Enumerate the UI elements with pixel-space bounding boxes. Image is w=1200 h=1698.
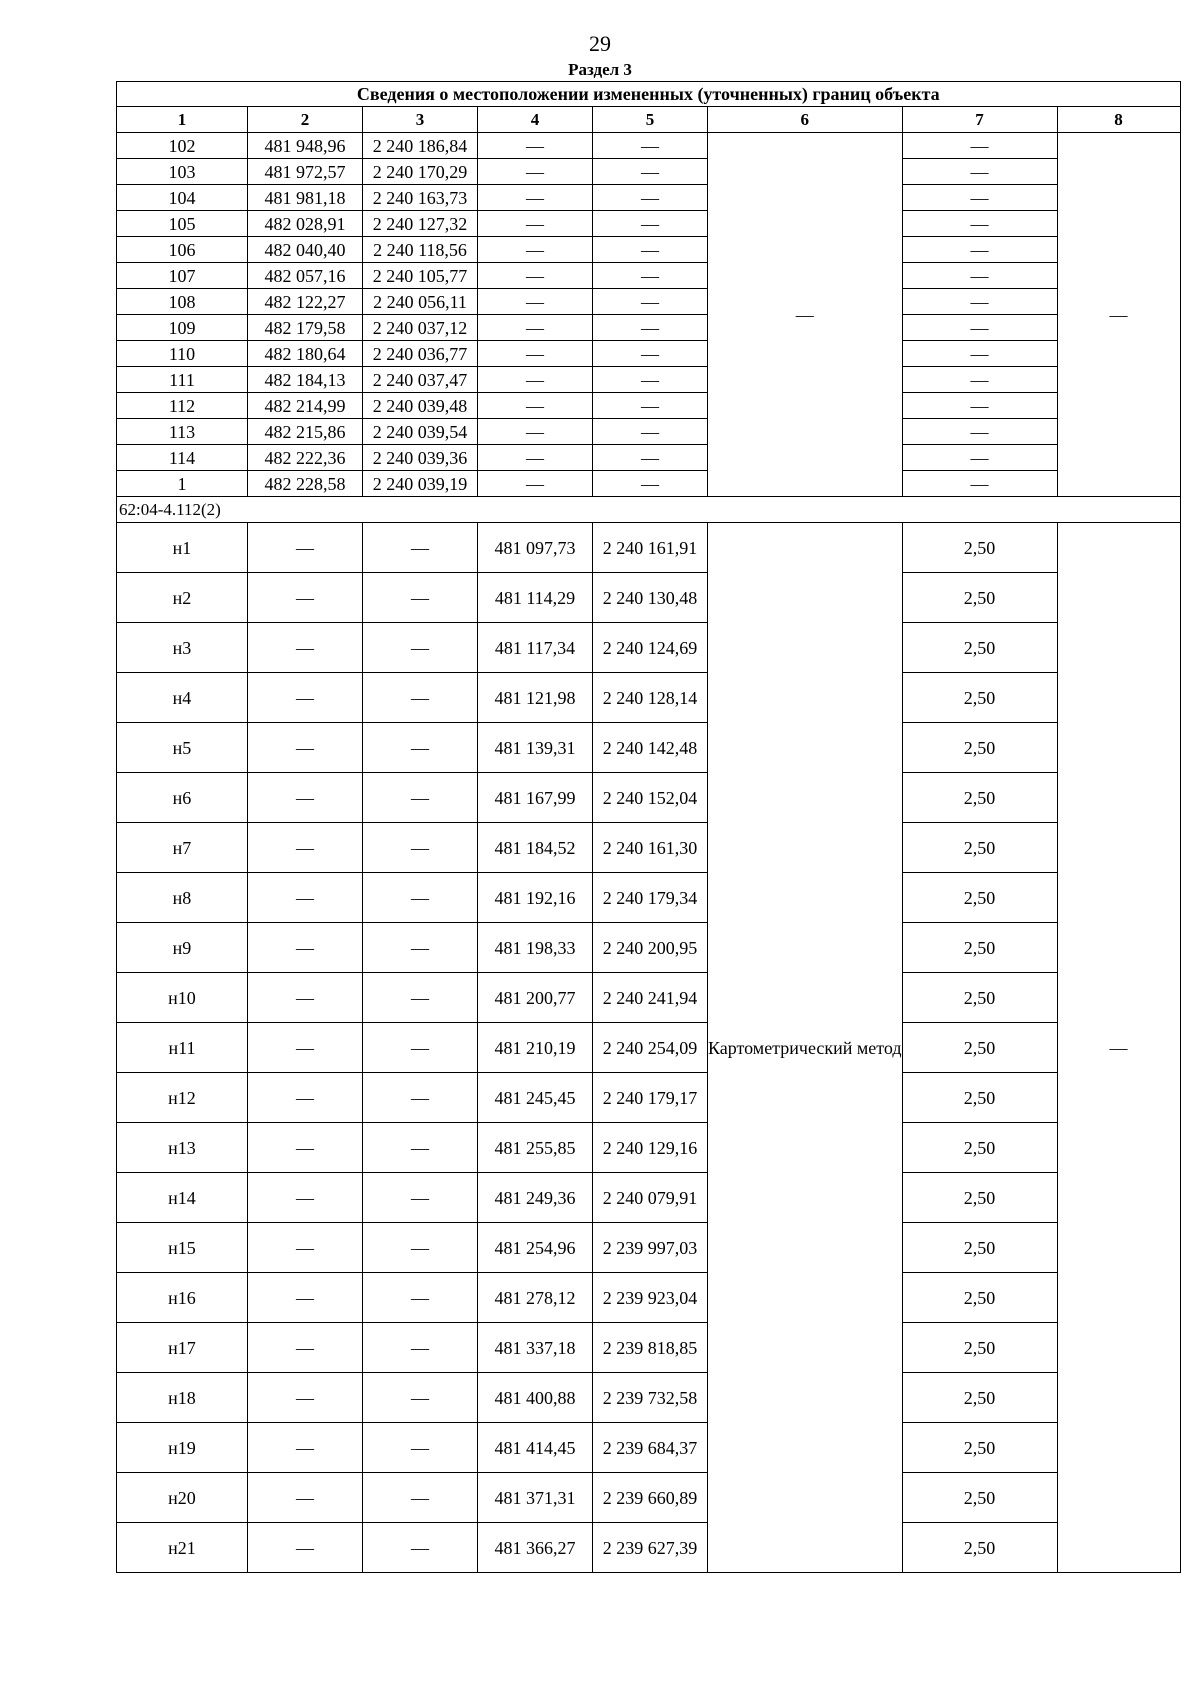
accuracy-cell: 2,50 [902, 773, 1057, 823]
column-number-row [117, 107, 1181, 133]
table-row [117, 471, 1181, 497]
accuracy-cell: 2,50 [902, 1223, 1057, 1273]
accuracy-cell: 2,50 [902, 973, 1057, 1023]
table-row [117, 1473, 1181, 1523]
accuracy-cell: 2,50 [902, 1073, 1057, 1123]
point-number-cell: н21 [117, 1523, 248, 1573]
y-coordinate-cell: — [363, 1523, 478, 1573]
y-coordinate-cell: — [363, 1373, 478, 1423]
y-coordinate-cell: — [363, 973, 478, 1023]
point-number-cell: н16 [117, 1273, 248, 1323]
y-coordinate-cell: — [363, 573, 478, 623]
subheading-row [117, 497, 1181, 523]
section-title: Раздел 3 [568, 60, 632, 79]
table-row [117, 623, 1181, 673]
table-row [117, 237, 1181, 263]
point-number-cell: н6 [117, 773, 248, 823]
y-coordinate-cell: 2 240 170,29 [363, 159, 478, 185]
accuracy-cell: 2,50 [902, 1273, 1057, 1323]
column-number: 8 [1057, 107, 1180, 133]
y-coordinate-cell: — [363, 1073, 478, 1123]
new-x-coordinate-cell: — [478, 393, 593, 419]
x-coordinate-cell: — [248, 823, 363, 873]
new-y-coordinate-cell: 2 240 161,91 [593, 523, 708, 573]
accuracy-cell: 2,50 [902, 1023, 1057, 1073]
point-number-cell: н17 [117, 1323, 248, 1373]
new-x-coordinate-cell: 481 114,29 [478, 573, 593, 623]
accuracy-cell: — [902, 289, 1057, 315]
point-number-cell: 102 [117, 133, 248, 159]
table-row [117, 773, 1181, 823]
x-coordinate-cell: — [248, 1523, 363, 1573]
y-coordinate-cell: 2 240 039,19 [363, 471, 478, 497]
table-row [117, 341, 1181, 367]
y-coordinate-cell: — [363, 623, 478, 673]
new-y-coordinate-cell: 2 240 142,48 [593, 723, 708, 773]
accuracy-cell: 2,50 [902, 923, 1057, 973]
y-coordinate-cell: — [363, 1273, 478, 1323]
accuracy-cell: 2,50 [902, 1173, 1057, 1223]
new-y-coordinate-cell: 2 240 179,17 [593, 1073, 708, 1123]
accuracy-cell: — [902, 315, 1057, 341]
new-y-coordinate-cell: 2 240 161,30 [593, 823, 708, 873]
x-coordinate-cell: 482 028,91 [248, 211, 363, 237]
new-y-coordinate-cell: — [593, 393, 708, 419]
table-caption: Сведения о местоположении измененных (уточненных) границ объекта [117, 82, 1181, 107]
new-y-coordinate-cell: — [593, 341, 708, 367]
accuracy-cell: 2,50 [902, 1423, 1057, 1473]
new-y-coordinate-cell: — [593, 315, 708, 341]
table-row [117, 263, 1181, 289]
notes-cell: — [1057, 523, 1180, 1573]
new-y-coordinate-cell: 2 240 124,69 [593, 623, 708, 673]
accuracy-cell: 2,50 [902, 573, 1057, 623]
new-y-coordinate-cell: 2 240 200,95 [593, 923, 708, 973]
x-coordinate-cell: 481 972,57 [248, 159, 363, 185]
new-x-coordinate-cell: 481 254,96 [478, 1223, 593, 1273]
new-x-coordinate-cell: 481 139,31 [478, 723, 593, 773]
new-y-coordinate-cell: 2 239 627,39 [593, 1523, 708, 1573]
y-coordinate-cell: 2 240 037,12 [363, 315, 478, 341]
point-number-cell: 114 [117, 445, 248, 471]
accuracy-cell: 2,50 [902, 1323, 1057, 1373]
point-number-cell: н2 [117, 573, 248, 623]
x-coordinate-cell: — [248, 523, 363, 573]
y-coordinate-cell: 2 240 037,47 [363, 367, 478, 393]
x-coordinate-cell: — [248, 1473, 363, 1523]
point-number-cell: н10 [117, 973, 248, 1023]
new-x-coordinate-cell: — [478, 289, 593, 315]
new-y-coordinate-cell: — [593, 263, 708, 289]
table-row [117, 873, 1181, 923]
new-y-coordinate-cell: — [593, 159, 708, 185]
point-number-cell: 110 [117, 341, 248, 367]
y-coordinate-cell: 2 240 105,77 [363, 263, 478, 289]
table-row [117, 973, 1181, 1023]
x-coordinate-cell: 482 057,16 [248, 263, 363, 289]
new-y-coordinate-cell: 2 240 152,04 [593, 773, 708, 823]
new-y-coordinate-cell: — [593, 445, 708, 471]
point-number-cell: н4 [117, 673, 248, 723]
column-number: 4 [478, 107, 593, 133]
table-row [117, 367, 1181, 393]
column-number: 3 [363, 107, 478, 133]
accuracy-cell: — [902, 133, 1057, 159]
new-x-coordinate-cell: — [478, 367, 593, 393]
x-coordinate-cell: — [248, 673, 363, 723]
y-coordinate-cell: 2 240 039,36 [363, 445, 478, 471]
table-row [117, 419, 1181, 445]
table-row [117, 1423, 1181, 1473]
table-row [117, 1273, 1181, 1323]
x-coordinate-cell: — [248, 723, 363, 773]
x-coordinate-cell: — [248, 1223, 363, 1273]
new-x-coordinate-cell: 481 249,36 [478, 1173, 593, 1223]
point-number-cell: 113 [117, 419, 248, 445]
new-x-coordinate-cell: 481 117,34 [478, 623, 593, 673]
column-number: 6 [708, 107, 903, 133]
y-coordinate-cell: — [363, 1123, 478, 1173]
y-coordinate-cell: — [363, 1173, 478, 1223]
point-number-cell: 104 [117, 185, 248, 211]
y-coordinate-cell: — [363, 873, 478, 923]
table-row [117, 133, 1181, 159]
accuracy-cell: — [902, 445, 1057, 471]
x-coordinate-cell: 481 981,18 [248, 185, 363, 211]
new-y-coordinate-cell: 2 240 179,34 [593, 873, 708, 923]
column-number: 5 [593, 107, 708, 133]
point-number-cell: н13 [117, 1123, 248, 1173]
new-x-coordinate-cell: 481 121,98 [478, 673, 593, 723]
y-coordinate-cell: 2 240 039,48 [363, 393, 478, 419]
new-x-coordinate-cell: — [478, 471, 593, 497]
notes-cell: — [1057, 133, 1180, 497]
new-x-coordinate-cell: 481 167,99 [478, 773, 593, 823]
table-row [117, 823, 1181, 873]
accuracy-cell: 2,50 [902, 673, 1057, 723]
column-number: 7 [902, 107, 1057, 133]
column-number: 1 [117, 107, 248, 133]
new-x-coordinate-cell: 481 097,73 [478, 523, 593, 573]
table-row [117, 1523, 1181, 1573]
new-x-coordinate-cell: — [478, 419, 593, 445]
x-coordinate-cell: — [248, 923, 363, 973]
table-row [117, 211, 1181, 237]
y-coordinate-cell: — [363, 823, 478, 873]
point-number-cell: н19 [117, 1423, 248, 1473]
page-number: 29 [589, 31, 611, 56]
y-coordinate-cell: 2 240 163,73 [363, 185, 478, 211]
point-number-cell: н12 [117, 1073, 248, 1123]
table-row [117, 185, 1181, 211]
accuracy-cell: — [902, 471, 1057, 497]
x-coordinate-cell: 482 122,27 [248, 289, 363, 315]
accuracy-cell: 2,50 [902, 1373, 1057, 1423]
table-row [117, 923, 1181, 973]
new-x-coordinate-cell: 481 210,19 [478, 1023, 593, 1073]
x-coordinate-cell: 482 222,36 [248, 445, 363, 471]
table-row [117, 523, 1181, 573]
new-x-coordinate-cell: — [478, 237, 593, 263]
new-x-coordinate-cell: 481 366,27 [478, 1523, 593, 1573]
table-row [117, 1123, 1181, 1173]
new-y-coordinate-cell: 2 239 997,03 [593, 1223, 708, 1273]
table-row [117, 673, 1181, 723]
accuracy-cell: — [902, 263, 1057, 289]
x-coordinate-cell: 482 184,13 [248, 367, 363, 393]
accuracy-cell: — [902, 367, 1057, 393]
y-coordinate-cell: — [363, 1223, 478, 1273]
new-y-coordinate-cell: — [593, 237, 708, 263]
table-row [117, 315, 1181, 341]
y-coordinate-cell: — [363, 673, 478, 723]
new-y-coordinate-cell: 2 240 128,14 [593, 673, 708, 723]
x-coordinate-cell: 482 179,58 [248, 315, 363, 341]
point-number-cell: н14 [117, 1173, 248, 1223]
table-row [117, 1023, 1181, 1073]
accuracy-cell: 2,50 [902, 1523, 1057, 1573]
x-coordinate-cell: 482 215,86 [248, 419, 363, 445]
y-coordinate-cell: — [363, 1023, 478, 1073]
point-number-cell: 1 [117, 471, 248, 497]
parcel-subheading: 62:04-4.112(2) [117, 497, 1181, 523]
accuracy-cell: 2,50 [902, 1123, 1057, 1173]
point-number-cell: н9 [117, 923, 248, 973]
y-coordinate-cell: 2 240 039,54 [363, 419, 478, 445]
boundary-table [116, 81, 1181, 1573]
point-number-cell: 105 [117, 211, 248, 237]
x-coordinate-cell: 482 214,99 [248, 393, 363, 419]
accuracy-cell: — [902, 393, 1057, 419]
new-x-coordinate-cell: 481 255,85 [478, 1123, 593, 1173]
point-number-cell: 103 [117, 159, 248, 185]
x-coordinate-cell: — [248, 1123, 363, 1173]
new-x-coordinate-cell: 481 337,18 [478, 1323, 593, 1373]
accuracy-cell: — [902, 211, 1057, 237]
y-coordinate-cell: 2 240 056,11 [363, 289, 478, 315]
y-coordinate-cell: — [363, 523, 478, 573]
new-y-coordinate-cell: 2 239 660,89 [593, 1473, 708, 1523]
new-y-coordinate-cell: — [593, 419, 708, 445]
point-number-cell: 108 [117, 289, 248, 315]
accuracy-cell: — [902, 341, 1057, 367]
x-coordinate-cell: 482 228,58 [248, 471, 363, 497]
y-coordinate-cell: — [363, 773, 478, 823]
table-body [117, 82, 1181, 1573]
x-coordinate-cell: — [248, 1323, 363, 1373]
table-row [117, 1173, 1181, 1223]
accuracy-cell: — [902, 159, 1057, 185]
new-x-coordinate-cell: 481 400,88 [478, 1373, 593, 1423]
x-coordinate-cell: — [248, 1373, 363, 1423]
new-x-coordinate-cell: 481 414,45 [478, 1423, 593, 1473]
y-coordinate-cell: 2 240 036,77 [363, 341, 478, 367]
x-coordinate-cell: 482 180,64 [248, 341, 363, 367]
accuracy-cell: 2,50 [902, 623, 1057, 673]
point-number-cell: 111 [117, 367, 248, 393]
x-coordinate-cell: — [248, 1273, 363, 1323]
new-x-coordinate-cell: 481 184,52 [478, 823, 593, 873]
point-number-cell: н15 [117, 1223, 248, 1273]
x-coordinate-cell: — [248, 573, 363, 623]
y-coordinate-cell: — [363, 1473, 478, 1523]
new-y-coordinate-cell: 2 240 079,91 [593, 1173, 708, 1223]
new-x-coordinate-cell: — [478, 133, 593, 159]
x-coordinate-cell: — [248, 873, 363, 923]
x-coordinate-cell: — [248, 1073, 363, 1123]
new-y-coordinate-cell: — [593, 471, 708, 497]
table-row [117, 393, 1181, 419]
accuracy-cell: 2,50 [902, 523, 1057, 573]
new-x-coordinate-cell: 481 278,12 [478, 1273, 593, 1323]
x-coordinate-cell: — [248, 1023, 363, 1073]
point-number-cell: н1 [117, 523, 248, 573]
x-coordinate-cell: — [248, 1173, 363, 1223]
y-coordinate-cell: — [363, 1323, 478, 1373]
point-number-cell: н5 [117, 723, 248, 773]
point-number-cell: 109 [117, 315, 248, 341]
table-row [117, 445, 1181, 471]
new-x-coordinate-cell: — [478, 211, 593, 237]
accuracy-cell: 2,50 [902, 1473, 1057, 1523]
new-x-coordinate-cell: — [478, 445, 593, 471]
x-coordinate-cell: — [248, 973, 363, 1023]
y-coordinate-cell: — [363, 923, 478, 973]
point-number-cell: 112 [117, 393, 248, 419]
new-x-coordinate-cell: — [478, 315, 593, 341]
new-x-coordinate-cell: — [478, 159, 593, 185]
new-y-coordinate-cell: 2 239 923,04 [593, 1273, 708, 1323]
new-x-coordinate-cell: 481 200,77 [478, 973, 593, 1023]
method-cell: — [708, 133, 903, 497]
new-y-coordinate-cell: 2 240 241,94 [593, 973, 708, 1023]
table-row [117, 159, 1181, 185]
x-coordinate-cell: — [248, 623, 363, 673]
table-row [117, 1373, 1181, 1423]
accuracy-cell: 2,50 [902, 823, 1057, 873]
new-y-coordinate-cell: — [593, 367, 708, 393]
y-coordinate-cell: — [363, 1423, 478, 1473]
y-coordinate-cell: — [363, 723, 478, 773]
new-y-coordinate-cell: 2 239 732,58 [593, 1373, 708, 1423]
new-y-coordinate-cell: — [593, 185, 708, 211]
new-y-coordinate-cell: 2 239 684,37 [593, 1423, 708, 1473]
new-x-coordinate-cell: — [478, 263, 593, 289]
table-row [117, 573, 1181, 623]
point-number-cell: н18 [117, 1373, 248, 1423]
accuracy-cell: — [902, 185, 1057, 211]
new-y-coordinate-cell: 2 239 818,85 [593, 1323, 708, 1373]
point-number-cell: 107 [117, 263, 248, 289]
x-coordinate-cell: 481 948,96 [248, 133, 363, 159]
x-coordinate-cell: — [248, 773, 363, 823]
x-coordinate-cell: — [248, 1423, 363, 1473]
new-y-coordinate-cell: — [593, 133, 708, 159]
new-x-coordinate-cell: — [478, 341, 593, 367]
point-number-cell: н11 [117, 1023, 248, 1073]
y-coordinate-cell: 2 240 186,84 [363, 133, 478, 159]
y-coordinate-cell: 2 240 118,56 [363, 237, 478, 263]
table-row [117, 723, 1181, 773]
accuracy-cell: 2,50 [902, 873, 1057, 923]
y-coordinate-cell: 2 240 127,32 [363, 211, 478, 237]
table-row [117, 1323, 1181, 1373]
x-coordinate-cell: 482 040,40 [248, 237, 363, 263]
point-number-cell: н7 [117, 823, 248, 873]
new-x-coordinate-cell: 481 245,45 [478, 1073, 593, 1123]
new-x-coordinate-cell: 481 371,31 [478, 1473, 593, 1523]
point-number-cell: н3 [117, 623, 248, 673]
new-x-coordinate-cell: 481 198,33 [478, 923, 593, 973]
accuracy-cell: — [902, 419, 1057, 445]
point-number-cell: н8 [117, 873, 248, 923]
new-x-coordinate-cell: 481 192,16 [478, 873, 593, 923]
point-number-cell: н20 [117, 1473, 248, 1523]
new-y-coordinate-cell: — [593, 289, 708, 315]
table-row [117, 1223, 1181, 1273]
accuracy-cell: 2,50 [902, 723, 1057, 773]
new-y-coordinate-cell: 2 240 129,16 [593, 1123, 708, 1173]
table-row [117, 289, 1181, 315]
new-y-coordinate-cell: — [593, 211, 708, 237]
accuracy-cell: — [902, 237, 1057, 263]
method-cell: Картометрический метод [708, 523, 903, 1573]
new-y-coordinate-cell: 2 240 254,09 [593, 1023, 708, 1073]
column-number: 2 [248, 107, 363, 133]
table-row [117, 1073, 1181, 1123]
new-x-coordinate-cell: — [478, 185, 593, 211]
point-number-cell: 106 [117, 237, 248, 263]
new-y-coordinate-cell: 2 240 130,48 [593, 573, 708, 623]
